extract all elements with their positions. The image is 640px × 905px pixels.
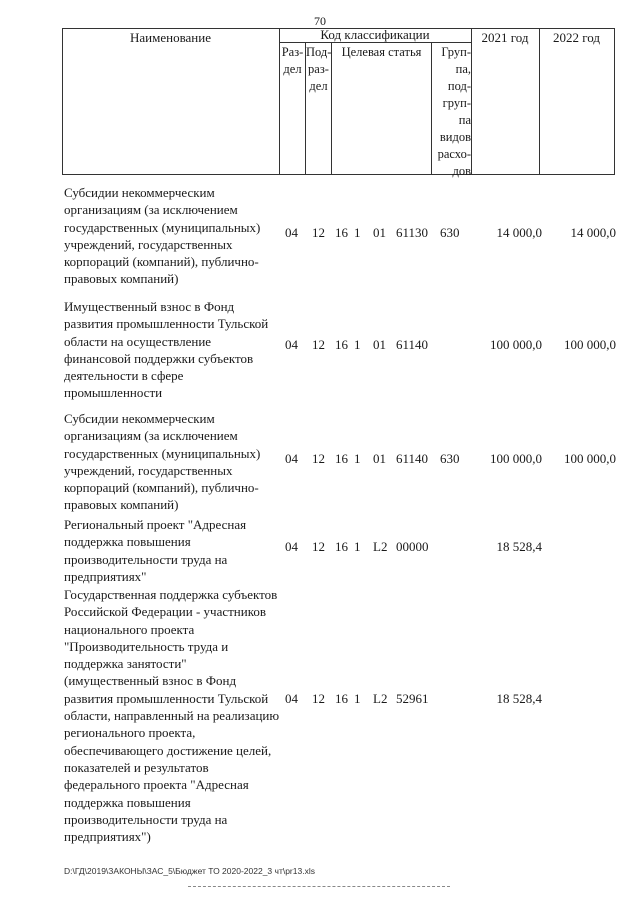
cell-2021: 100 000,0: [490, 451, 542, 466]
header-classification: Код классификации: [320, 27, 430, 42]
cell-razdel: 04: [285, 691, 298, 706]
cell-target-4: 61130: [396, 225, 429, 240]
cell-target-4: 00000: [396, 539, 429, 554]
cell-target-2: 1: [354, 691, 361, 706]
cell-target-3: 01: [373, 451, 386, 466]
cell-razdel: 04: [285, 225, 298, 240]
row-name: Имущественный взнос в Фонд развития промышленности Тульской области на осуществление финансовой поддержки субъектов деятельности в сфере промышленности: [64, 299, 269, 401]
cell-target-4: 52961: [396, 691, 429, 706]
cell-target-2: 1: [354, 225, 361, 240]
cell-target-3: 01: [373, 337, 386, 352]
cell-target-1: 16: [335, 691, 348, 706]
cell-target-2: 1: [354, 337, 361, 352]
row-name: Субсидии некоммерческим организациям (за исключением государственных (муниципальных) учреждений, государственных корпораций (компаний), публично- правовых компаний): [64, 411, 261, 513]
cell-target-1: 16: [335, 451, 348, 466]
page-number: 70: [314, 14, 326, 28]
cell-podrazdel: 12: [312, 539, 325, 554]
cell-2022: 100 000,0: [564, 451, 616, 466]
cell-podrazdel: 12: [312, 691, 325, 706]
header-gruppa-vidov: Груп- па, под- груп- па видов расхо- дов: [437, 45, 471, 178]
cell-target-1: 16: [335, 337, 348, 352]
header-year-2021: 2021 год: [481, 30, 529, 45]
cell-podrazdel: 12: [312, 451, 325, 466]
cell-target-1: 16: [335, 225, 348, 240]
cell-2022: 100 000,0: [564, 337, 616, 352]
cell-target-3: 01: [373, 225, 386, 240]
cell-vid: 630: [440, 451, 460, 466]
cell-podrazdel: 12: [312, 337, 325, 352]
cell-target-4: 61140: [396, 451, 429, 466]
header-razdel: Раз- дел: [281, 45, 304, 76]
cell-2021: 14 000,0: [496, 225, 542, 240]
row-name: Региональный проект "Адресная поддержка повышения производительности труда на предприятиях": [64, 517, 247, 584]
table-header: [62, 27, 615, 178]
cell-razdel: 04: [285, 451, 298, 466]
cell-target-3: L2: [373, 539, 388, 554]
cell-target-1: 16: [335, 539, 348, 554]
header-name: Наименование: [130, 30, 211, 45]
bottom-divider: [188, 886, 450, 888]
cell-2021: 100 000,0: [490, 337, 542, 352]
row-name: Государственная поддержка субъектов Российской Федерации - участников национального проекта "Производительность труда и поддержка занятости" (имущественный взнос в Фонд развития промышленности Тульской области, направленный на реализацию регионального проекта, обеспечивающего достижение целей, показателей и результатов федерального проекта "Адресная поддержка повышения производительности труда на предприятиях"): [64, 587, 280, 845]
cell-target-2: 1: [354, 539, 361, 554]
cell-target-3: L2: [373, 691, 388, 706]
cell-target-2: 1: [354, 451, 361, 466]
cell-2021: 18 528,4: [496, 539, 542, 554]
cell-razdel: 04: [285, 539, 298, 554]
cell-podrazdel: 12: [312, 225, 325, 240]
header-celevaya-statya: Целевая статья: [341, 45, 422, 59]
row-name: Субсидии некоммерческим организациям (за исключением государственных (муниципальных) учреждений, государственных корпораций (компаний), публично- правовых компаний): [64, 185, 261, 287]
cell-razdel: 04: [285, 337, 298, 352]
header-year-2022: 2022 год: [553, 30, 600, 45]
cell-target-4: 61140: [396, 337, 429, 352]
footer-file-path: D:\ГД\2019\ЗАКОНЫ\ЗАС_5\Бюджет ТО 2020-2022_3 чт\pr13.xls: [64, 866, 315, 876]
cell-vid: 630: [440, 225, 460, 240]
cell-2022: 14 000,0: [570, 225, 616, 240]
cell-2021: 18 528,4: [496, 691, 542, 706]
header-podrazdel: Под- раз- дел: [306, 45, 332, 93]
